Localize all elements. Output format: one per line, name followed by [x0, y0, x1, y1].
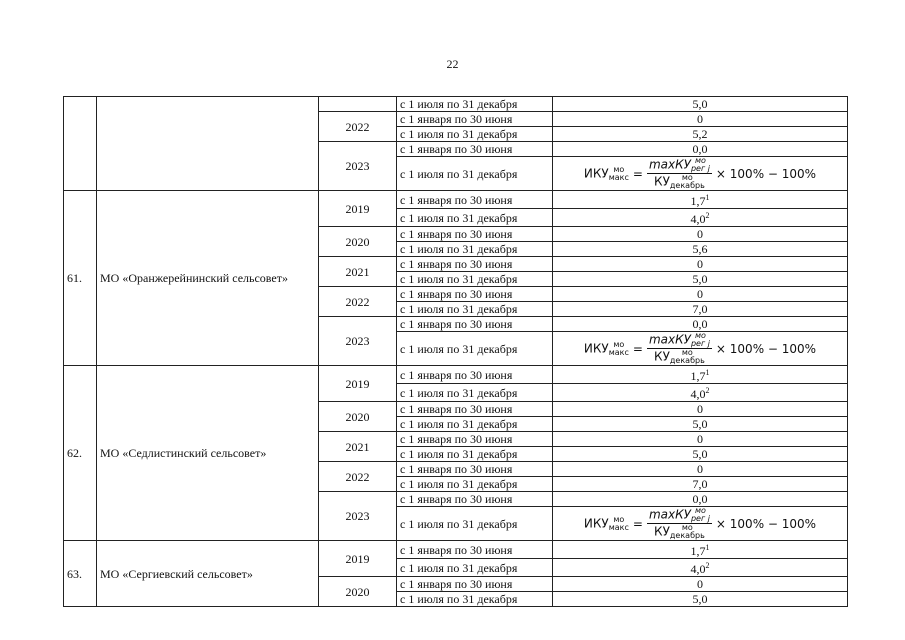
value-text: 0	[697, 227, 703, 241]
value-cell	[553, 287, 848, 302]
period-cell: с 1 июля по 31 декабря	[397, 97, 553, 112]
footnote-marker: 1	[705, 543, 710, 552]
period-cell: с 1 июля по 31 декабря	[397, 332, 553, 366]
formula-cell	[553, 157, 848, 191]
footnote-marker: 2	[705, 211, 710, 220]
period-cell: с 1 января по 30 июня	[397, 317, 553, 332]
value-cell	[553, 191, 848, 209]
value-text: 5,0	[692, 272, 708, 286]
value-cell	[553, 402, 848, 417]
formula-fraction: maxКУ мо рег j КУ мо декабрь	[648, 331, 710, 365]
value-cell	[553, 592, 848, 607]
value-text: 5,0	[692, 417, 708, 431]
period-cell: с 1 января по 30 июня	[397, 257, 553, 272]
index-formula: ИКУ мо макс = maxКУ мо рег j КУ мо декабрь × 100% − 100%	[583, 331, 817, 365]
value-text: 0	[697, 287, 703, 301]
value-cell	[553, 366, 848, 384]
value-cell	[553, 142, 848, 157]
value-text: 7,0	[692, 302, 708, 316]
value-text: 5,0	[692, 97, 708, 111]
formula-fraction: maxКУ мо рег j КУ мо декабрь	[648, 156, 710, 190]
table-row	[64, 366, 848, 384]
period-cell: с 1 июля по 31 декабря	[397, 507, 553, 541]
value-cell	[553, 432, 848, 447]
value-cell	[553, 462, 848, 477]
year-cell	[319, 97, 397, 112]
value-cell	[553, 577, 848, 592]
value-text: 0	[697, 257, 703, 271]
value-text: 5,0	[692, 592, 708, 606]
period-cell: с 1 января по 30 июня	[397, 366, 553, 384]
year-cell: 2022	[319, 287, 397, 317]
period-cell: с 1 января по 30 июня	[397, 142, 553, 157]
name-cell: МО «Оранжерейнинский сельсовет»	[97, 191, 319, 366]
value-cell	[553, 97, 848, 112]
year-cell: 2019	[319, 366, 397, 402]
value-text: 5,0	[692, 447, 708, 461]
footnote-marker: 1	[705, 368, 710, 377]
period-cell: с 1 января по 30 июня	[397, 541, 553, 559]
period-cell: с 1 июля по 31 декабря	[397, 157, 553, 191]
number-cell: 62.	[64, 366, 97, 541]
period-cell: с 1 июля по 31 декабря	[397, 384, 553, 402]
value-cell	[553, 384, 848, 402]
period-cell: с 1 января по 30 июня	[397, 492, 553, 507]
value-text: 0,0	[692, 492, 708, 506]
year-cell: 2022	[319, 462, 397, 492]
formula-tail: × 100% − 100%	[715, 516, 817, 531]
page-number: 22	[446, 57, 459, 71]
period-cell: с 1 января по 30 июня	[397, 432, 553, 447]
period-cell: с 1 июля по 31 декабря	[397, 127, 553, 142]
value-cell	[553, 227, 848, 242]
period-cell: с 1 января по 30 июня	[397, 227, 553, 242]
value-text: 0	[697, 112, 703, 126]
name-cell	[97, 97, 319, 191]
year-cell: 2019	[319, 191, 397, 227]
name-cell: МО «Сергиевский сельсовет»	[97, 541, 319, 607]
number-cell: 63.	[64, 541, 97, 607]
period-cell: с 1 июля по 31 декабря	[397, 447, 553, 462]
index-formula: ИКУ мо макс = maxКУ мо рег j КУ мо декабрь × 100% − 100%	[583, 506, 817, 540]
year-cell: 2020	[319, 402, 397, 432]
value-cell	[553, 317, 848, 332]
year-cell: 2020	[319, 227, 397, 257]
year-cell: 2021	[319, 432, 397, 462]
value-cell	[553, 541, 848, 559]
value-cell	[553, 417, 848, 432]
formula-lhs: ИКУ мо макс	[583, 514, 629, 532]
formula-lhs: ИКУ мо макс	[583, 164, 629, 182]
value-text: 1,7	[690, 544, 706, 558]
value-cell	[553, 127, 848, 142]
year-cell: 2023	[319, 317, 397, 366]
formula-lhs: ИКУ мо макс	[583, 339, 629, 357]
year-cell: 2022	[319, 112, 397, 142]
period-cell: с 1 января по 30 июня	[397, 112, 553, 127]
period-cell: с 1 января по 30 июня	[397, 402, 553, 417]
index-formula: ИКУ мо макс = maxКУ мо рег j КУ мо декабрь × 100% − 100%	[583, 156, 817, 190]
period-cell: с 1 июля по 31 декабря	[397, 559, 553, 577]
year-cell: 2023	[319, 142, 397, 191]
table-row	[64, 97, 848, 112]
value-text: 4,0	[690, 212, 706, 226]
year-cell: 2020	[319, 577, 397, 607]
period-cell: с 1 июля по 31 декабря	[397, 272, 553, 287]
year-cell: 2023	[319, 492, 397, 541]
value-cell	[553, 257, 848, 272]
period-cell: с 1 января по 30 июня	[397, 577, 553, 592]
period-cell: с 1 июля по 31 декабря	[397, 242, 553, 257]
value-cell	[553, 272, 848, 287]
footnote-marker: 2	[705, 386, 710, 395]
value-text: 1,7	[690, 369, 706, 383]
value-cell	[553, 302, 848, 317]
value-text: 0	[697, 577, 703, 591]
value-cell	[553, 447, 848, 462]
value-cell	[553, 559, 848, 577]
formula-tail: × 100% − 100%	[715, 166, 817, 181]
value-text: 0	[697, 462, 703, 476]
table-row	[64, 191, 848, 209]
value-cell	[553, 477, 848, 492]
formula-tail: × 100% − 100%	[715, 341, 817, 356]
period-cell: с 1 июля по 31 декабря	[397, 209, 553, 227]
period-cell: с 1 июля по 31 декабря	[397, 417, 553, 432]
value-text: 0,0	[692, 142, 708, 156]
value-text: 1,7	[690, 194, 706, 208]
value-text: 7,0	[692, 477, 708, 491]
year-cell: 2019	[319, 541, 397, 577]
value-text: 0	[697, 402, 703, 416]
period-cell: с 1 января по 30 июня	[397, 462, 553, 477]
table-row	[64, 541, 848, 559]
formula-fraction: maxКУ мо рег j КУ мо декабрь	[648, 506, 710, 540]
value-cell	[553, 492, 848, 507]
tariff-table	[63, 96, 848, 607]
period-cell: с 1 января по 30 июня	[397, 287, 553, 302]
year-cell: 2021	[319, 257, 397, 287]
value-text: 5,2	[692, 127, 708, 141]
period-cell: с 1 июля по 31 декабря	[397, 477, 553, 492]
formula-cell	[553, 507, 848, 541]
footnote-marker: 1	[705, 193, 710, 202]
value-cell	[553, 112, 848, 127]
value-text: 4,0	[690, 387, 706, 401]
number-cell: 61.	[64, 191, 97, 366]
value-cell	[553, 242, 848, 257]
value-text: 0	[697, 432, 703, 446]
value-text: 5,6	[692, 242, 708, 256]
footnote-marker: 2	[705, 561, 710, 570]
number-cell	[64, 97, 97, 191]
value-cell	[553, 209, 848, 227]
period-cell: с 1 июля по 31 декабря	[397, 592, 553, 607]
period-cell: с 1 января по 30 июня	[397, 191, 553, 209]
formula-cell	[553, 332, 848, 366]
period-cell: с 1 июля по 31 декабря	[397, 302, 553, 317]
name-cell: МО «Седлистинский сельсовет»	[97, 366, 319, 541]
value-text: 0,0	[692, 317, 708, 331]
value-text: 4,0	[690, 562, 706, 576]
